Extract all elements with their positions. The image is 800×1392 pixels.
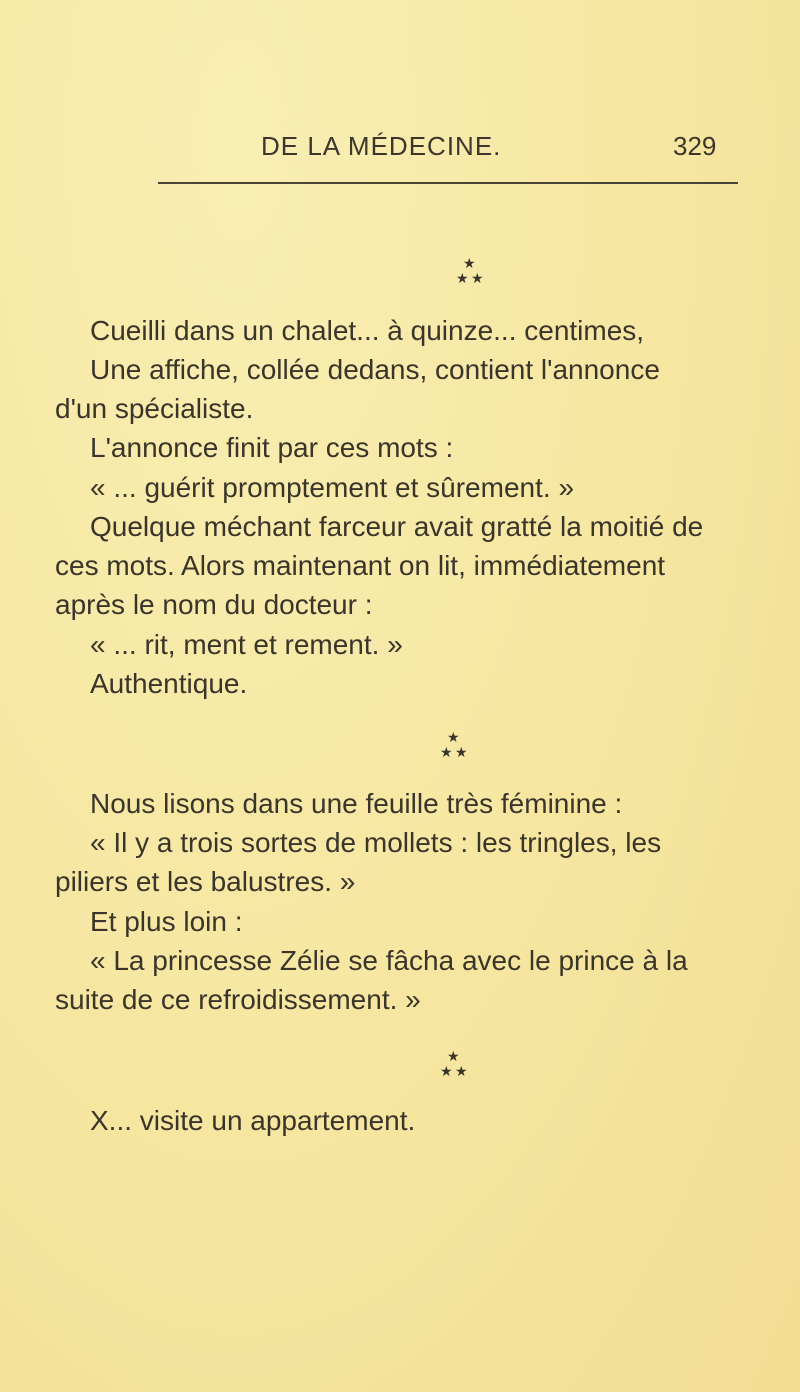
running-head: DE LA MÉDECINE. xyxy=(261,131,502,161)
asterism-3 xyxy=(424,1049,484,1083)
asterism-2 xyxy=(424,730,484,764)
page-header xyxy=(0,131,800,171)
text-line: L'annonce finit par ces mots : xyxy=(90,432,454,463)
star-icon: ★ xyxy=(440,744,453,760)
star-icon: ★ xyxy=(447,1048,460,1064)
text-line: « Il y a trois sortes de mollets : les tringles, les xyxy=(90,827,662,858)
text-line: « ... guérit promptement et sûrement. » xyxy=(90,472,575,503)
text-line: Cueilli dans un chalet... à quinze... centimes, xyxy=(90,315,645,346)
text-line: Nous lisons dans une feuille très féminine : xyxy=(90,788,623,819)
star-icon: ★ xyxy=(455,744,468,760)
star-icon: ★ xyxy=(447,729,460,745)
text-line: X... visite un appartement. xyxy=(90,1105,416,1136)
star-icon: ★ xyxy=(455,1063,468,1079)
text-line: Quelque méchant farceur avait gratté la moitié de xyxy=(90,511,704,542)
text-line: « La princesse Zélie se fâcha avec le prince à la xyxy=(90,945,688,976)
text-line: suite de ce refroidissement. » xyxy=(55,984,421,1015)
header-rule xyxy=(158,182,738,184)
text-line: Une affiche, collée dedans, contient l'annonce xyxy=(90,354,660,385)
text-line: ces mots. Alors maintenant on lit, immédiatement xyxy=(55,550,666,581)
asterism-1 xyxy=(440,256,500,290)
text-line: Et plus loin : xyxy=(90,906,243,937)
text-line: après le nom du docteur : xyxy=(55,589,373,620)
text-line: Authentique. xyxy=(90,668,248,699)
star-icon: ★ xyxy=(471,270,484,286)
text-line: piliers et les balustres. » xyxy=(55,866,356,897)
star-icon: ★ xyxy=(440,1063,453,1079)
page-number: 329 xyxy=(673,131,717,161)
star-icon: ★ xyxy=(463,255,476,271)
text-line: « ... rit, ment et rement. » xyxy=(90,629,403,660)
star-icon: ★ xyxy=(456,270,469,286)
text-line: d'un spécialiste. xyxy=(55,393,254,424)
